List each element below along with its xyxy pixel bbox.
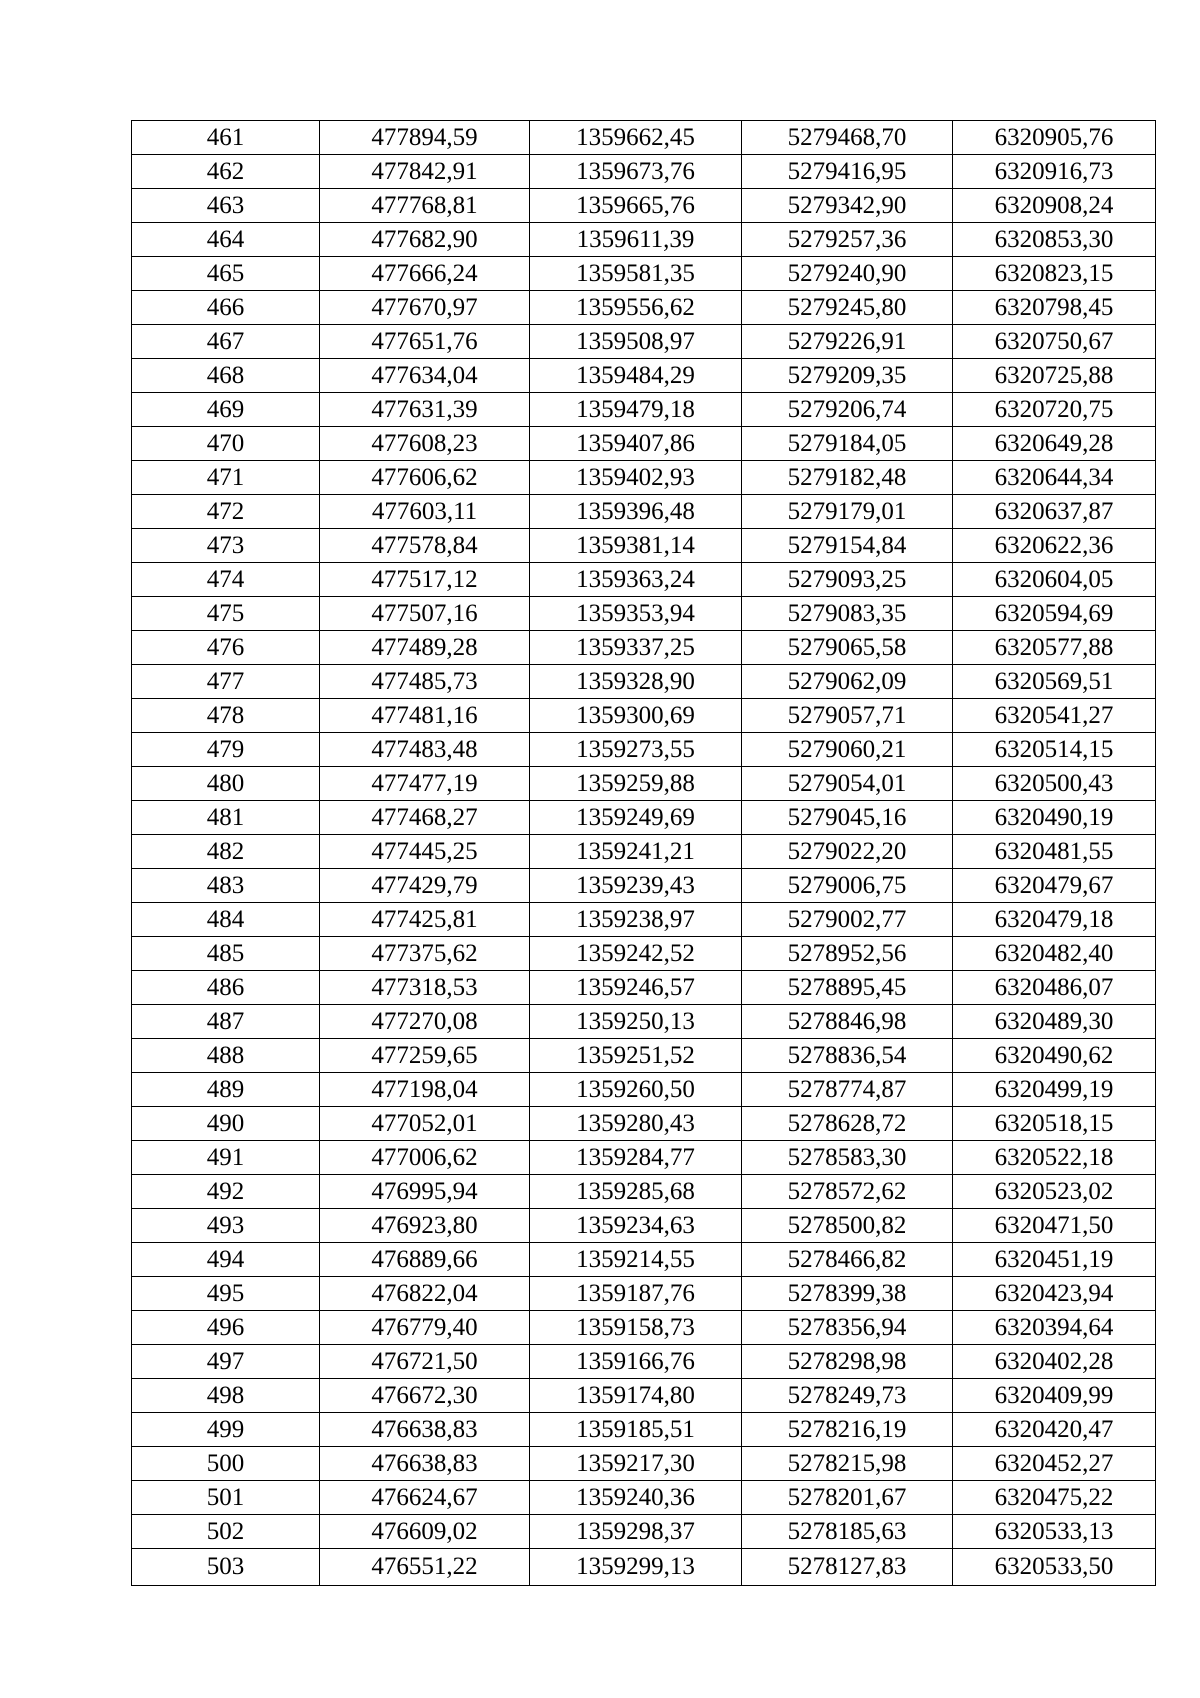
value-cell-3: 5279083,35: [742, 597, 953, 631]
value-cell-4: 6320853,30: [953, 223, 1156, 257]
value-cell-4: 6320451,19: [953, 1243, 1156, 1277]
value-cell-2: 1359166,76: [530, 1345, 742, 1379]
coordinates-table: [131, 120, 1156, 1586]
value-cell-1: 477578,84: [320, 529, 530, 563]
value-cell-2: 1359250,13: [530, 1005, 742, 1039]
table-row: [132, 903, 1156, 937]
value-cell-3: 5278399,38: [742, 1277, 953, 1311]
value-cell-3: 5279065,58: [742, 631, 953, 665]
value-cell-2: 1359240,36: [530, 1481, 742, 1515]
value-cell-2: 1359185,51: [530, 1413, 742, 1447]
value-cell-1: 476995,94: [320, 1175, 530, 1209]
table-row: [132, 529, 1156, 563]
value-cell-1: 476822,04: [320, 1277, 530, 1311]
point-number-cell: 466: [132, 291, 320, 325]
value-cell-2: 1359259,88: [530, 767, 742, 801]
value-cell-4: 6320533,50: [953, 1549, 1156, 1586]
table-row: [132, 1141, 1156, 1175]
table-row: [132, 1175, 1156, 1209]
value-cell-1: 477477,19: [320, 767, 530, 801]
value-cell-1: 476638,83: [320, 1447, 530, 1481]
value-cell-3: 5279206,74: [742, 393, 953, 427]
value-cell-3: 5279184,05: [742, 427, 953, 461]
value-cell-2: 1359673,76: [530, 155, 742, 189]
value-cell-3: 5279468,70: [742, 121, 953, 155]
value-cell-4: 6320475,22: [953, 1481, 1156, 1515]
value-cell-3: 5278836,54: [742, 1039, 953, 1073]
value-cell-3: 5279416,95: [742, 155, 953, 189]
value-cell-1: 477608,23: [320, 427, 530, 461]
table-row: [132, 631, 1156, 665]
value-cell-1: 477489,28: [320, 631, 530, 665]
value-cell-2: 1359260,50: [530, 1073, 742, 1107]
table-row: [132, 1243, 1156, 1277]
value-cell-2: 1359280,43: [530, 1107, 742, 1141]
table-row: [132, 495, 1156, 529]
value-cell-4: 6320409,99: [953, 1379, 1156, 1413]
value-cell-2: 1359217,30: [530, 1447, 742, 1481]
value-cell-2: 1359239,43: [530, 869, 742, 903]
value-cell-4: 6320479,67: [953, 869, 1156, 903]
point-number-cell: 471: [132, 461, 320, 495]
value-cell-2: 1359249,69: [530, 801, 742, 835]
value-cell-3: 5279182,48: [742, 461, 953, 495]
point-number-cell: 493: [132, 1209, 320, 1243]
table-row: [132, 767, 1156, 801]
value-cell-1: 476551,22: [320, 1549, 530, 1586]
value-cell-1: 476779,40: [320, 1311, 530, 1345]
value-cell-1: 476889,66: [320, 1243, 530, 1277]
value-cell-3: 5278952,56: [742, 937, 953, 971]
point-number-cell: 475: [132, 597, 320, 631]
table-row: [132, 733, 1156, 767]
value-cell-1: 477485,73: [320, 665, 530, 699]
value-cell-4: 6320637,87: [953, 495, 1156, 529]
value-cell-1: 477670,97: [320, 291, 530, 325]
value-cell-1: 477631,39: [320, 393, 530, 427]
point-number-cell: 485: [132, 937, 320, 971]
value-cell-1: 476609,02: [320, 1515, 530, 1549]
value-cell-3: 5278298,98: [742, 1345, 953, 1379]
value-cell-2: 1359665,76: [530, 189, 742, 223]
value-cell-3: 5278215,98: [742, 1447, 953, 1481]
value-cell-2: 1359174,80: [530, 1379, 742, 1413]
value-cell-4: 6320489,30: [953, 1005, 1156, 1039]
value-cell-2: 1359508,97: [530, 325, 742, 359]
point-number-cell: 468: [132, 359, 320, 393]
value-cell-4: 6320594,69: [953, 597, 1156, 631]
point-number-cell: 462: [132, 155, 320, 189]
point-number-cell: 476: [132, 631, 320, 665]
point-number-cell: 486: [132, 971, 320, 1005]
point-number-cell: 496: [132, 1311, 320, 1345]
value-cell-3: 5278356,94: [742, 1311, 953, 1345]
value-cell-4: 6320823,15: [953, 257, 1156, 291]
value-cell-1: 477425,81: [320, 903, 530, 937]
table-row: [132, 291, 1156, 325]
value-cell-2: 1359556,62: [530, 291, 742, 325]
value-cell-1: 477318,53: [320, 971, 530, 1005]
table-row: [132, 359, 1156, 393]
point-number-cell: 503: [132, 1549, 320, 1586]
value-cell-3: 5279257,36: [742, 223, 953, 257]
value-cell-4: 6320518,15: [953, 1107, 1156, 1141]
value-cell-2: 1359299,13: [530, 1549, 742, 1586]
value-cell-1: 477666,24: [320, 257, 530, 291]
value-cell-4: 6320750,67: [953, 325, 1156, 359]
value-cell-4: 6320500,43: [953, 767, 1156, 801]
value-cell-4: 6320798,45: [953, 291, 1156, 325]
value-cell-2: 1359284,77: [530, 1141, 742, 1175]
table-row: [132, 1379, 1156, 1413]
value-cell-3: 5278774,87: [742, 1073, 953, 1107]
value-cell-4: 6320533,13: [953, 1515, 1156, 1549]
value-cell-2: 1359300,69: [530, 699, 742, 733]
value-cell-1: 477634,04: [320, 359, 530, 393]
table-row: [132, 597, 1156, 631]
table-row: [132, 801, 1156, 835]
value-cell-4: 6320420,47: [953, 1413, 1156, 1447]
value-cell-4: 6320644,34: [953, 461, 1156, 495]
value-cell-2: 1359363,24: [530, 563, 742, 597]
table-row: [132, 1311, 1156, 1345]
value-cell-4: 6320541,27: [953, 699, 1156, 733]
table-row: [132, 427, 1156, 461]
value-cell-3: 5279062,09: [742, 665, 953, 699]
point-number-cell: 477: [132, 665, 320, 699]
value-cell-4: 6320569,51: [953, 665, 1156, 699]
value-cell-4: 6320479,18: [953, 903, 1156, 937]
point-number-cell: 497: [132, 1345, 320, 1379]
value-cell-4: 6320402,28: [953, 1345, 1156, 1379]
value-cell-3: 5279179,01: [742, 495, 953, 529]
value-cell-1: 477481,16: [320, 699, 530, 733]
table-row: [132, 1515, 1156, 1549]
table-row: [132, 937, 1156, 971]
value-cell-2: 1359328,90: [530, 665, 742, 699]
point-number-cell: 481: [132, 801, 320, 835]
value-cell-2: 1359187,76: [530, 1277, 742, 1311]
value-cell-4: 6320514,15: [953, 733, 1156, 767]
value-cell-4: 6320604,05: [953, 563, 1156, 597]
value-cell-3: 5279022,20: [742, 835, 953, 869]
table-row: [132, 1345, 1156, 1379]
value-cell-1: 476672,30: [320, 1379, 530, 1413]
value-cell-3: 5278216,19: [742, 1413, 953, 1447]
point-number-cell: 478: [132, 699, 320, 733]
table-row: [132, 1277, 1156, 1311]
value-cell-1: 477270,08: [320, 1005, 530, 1039]
value-cell-4: 6320452,27: [953, 1447, 1156, 1481]
table-row: [132, 971, 1156, 1005]
value-cell-1: 476923,80: [320, 1209, 530, 1243]
table-row: [132, 1005, 1156, 1039]
point-number-cell: 482: [132, 835, 320, 869]
value-cell-4: 6320394,64: [953, 1311, 1156, 1345]
point-number-cell: 490: [132, 1107, 320, 1141]
value-cell-2: 1359611,39: [530, 223, 742, 257]
value-cell-1: 477375,62: [320, 937, 530, 971]
point-number-cell: 498: [132, 1379, 320, 1413]
point-number-cell: 465: [132, 257, 320, 291]
value-cell-4: 6320649,28: [953, 427, 1156, 461]
table-row: [132, 155, 1156, 189]
table-row: [132, 1413, 1156, 1447]
value-cell-3: 5279045,16: [742, 801, 953, 835]
value-cell-1: 477006,62: [320, 1141, 530, 1175]
table-row: [132, 393, 1156, 427]
table-row: [132, 699, 1156, 733]
value-cell-2: 1359396,48: [530, 495, 742, 529]
value-cell-3: 5278185,63: [742, 1515, 953, 1549]
value-cell-3: 5278201,67: [742, 1481, 953, 1515]
value-cell-4: 6320490,19: [953, 801, 1156, 835]
point-number-cell: 483: [132, 869, 320, 903]
value-cell-4: 6320523,02: [953, 1175, 1156, 1209]
value-cell-2: 1359662,45: [530, 121, 742, 155]
table-row: [132, 1481, 1156, 1515]
value-cell-3: 5279093,25: [742, 563, 953, 597]
value-cell-1: 476638,83: [320, 1413, 530, 1447]
point-number-cell: 461: [132, 121, 320, 155]
value-cell-4: 6320482,40: [953, 937, 1156, 971]
value-cell-2: 1359298,37: [530, 1515, 742, 1549]
value-cell-3: 5278500,82: [742, 1209, 953, 1243]
value-cell-1: 477259,65: [320, 1039, 530, 1073]
value-cell-1: 477468,27: [320, 801, 530, 835]
value-cell-1: 477507,16: [320, 597, 530, 631]
point-number-cell: 489: [132, 1073, 320, 1107]
value-cell-3: 5279060,21: [742, 733, 953, 767]
value-cell-2: 1359238,97: [530, 903, 742, 937]
value-cell-3: 5279226,91: [742, 325, 953, 359]
value-cell-3: 5279342,90: [742, 189, 953, 223]
value-cell-2: 1359214,55: [530, 1243, 742, 1277]
value-cell-1: 477052,01: [320, 1107, 530, 1141]
point-number-cell: 467: [132, 325, 320, 359]
table-row: [132, 1549, 1156, 1586]
table-row: [132, 189, 1156, 223]
value-cell-2: 1359234,63: [530, 1209, 742, 1243]
value-cell-2: 1359242,52: [530, 937, 742, 971]
point-number-cell: 484: [132, 903, 320, 937]
table-row: [132, 121, 1156, 155]
value-cell-3: 5279154,84: [742, 529, 953, 563]
value-cell-3: 5279240,90: [742, 257, 953, 291]
value-cell-4: 6320499,19: [953, 1073, 1156, 1107]
value-cell-4: 6320481,55: [953, 835, 1156, 869]
coordinates-table-body: [132, 121, 1156, 1586]
value-cell-3: 5279006,75: [742, 869, 953, 903]
table-row: [132, 257, 1156, 291]
table-row: [132, 1073, 1156, 1107]
value-cell-4: 6320486,07: [953, 971, 1156, 1005]
point-number-cell: 463: [132, 189, 320, 223]
table-row: [132, 869, 1156, 903]
value-cell-1: 476721,50: [320, 1345, 530, 1379]
value-cell-1: 477603,11: [320, 495, 530, 529]
value-cell-1: 477894,59: [320, 121, 530, 155]
value-cell-4: 6320725,88: [953, 359, 1156, 393]
value-cell-4: 6320622,36: [953, 529, 1156, 563]
point-number-cell: 501: [132, 1481, 320, 1515]
table-row: [132, 223, 1156, 257]
point-number-cell: 492: [132, 1175, 320, 1209]
point-number-cell: 499: [132, 1413, 320, 1447]
value-cell-3: 5279054,01: [742, 767, 953, 801]
point-number-cell: 473: [132, 529, 320, 563]
value-cell-1: 477445,25: [320, 835, 530, 869]
value-cell-4: 6320490,62: [953, 1039, 1156, 1073]
point-number-cell: 491: [132, 1141, 320, 1175]
value-cell-3: 5278583,30: [742, 1141, 953, 1175]
value-cell-3: 5279002,77: [742, 903, 953, 937]
table-row: [132, 325, 1156, 359]
value-cell-3: 5278895,45: [742, 971, 953, 1005]
value-cell-1: 476624,67: [320, 1481, 530, 1515]
point-number-cell: 472: [132, 495, 320, 529]
value-cell-2: 1359158,73: [530, 1311, 742, 1345]
value-cell-1: 477768,81: [320, 189, 530, 223]
value-cell-1: 477606,62: [320, 461, 530, 495]
value-cell-4: 6320423,94: [953, 1277, 1156, 1311]
table-row: [132, 1039, 1156, 1073]
value-cell-2: 1359381,14: [530, 529, 742, 563]
value-cell-2: 1359581,35: [530, 257, 742, 291]
value-cell-1: 477842,91: [320, 155, 530, 189]
table-row: [132, 1209, 1156, 1243]
value-cell-2: 1359402,93: [530, 461, 742, 495]
point-number-cell: 469: [132, 393, 320, 427]
value-cell-2: 1359241,21: [530, 835, 742, 869]
point-number-cell: 488: [132, 1039, 320, 1073]
point-number-cell: 495: [132, 1277, 320, 1311]
value-cell-3: 5278846,98: [742, 1005, 953, 1039]
value-cell-3: 5279057,71: [742, 699, 953, 733]
point-number-cell: 480: [132, 767, 320, 801]
value-cell-2: 1359484,29: [530, 359, 742, 393]
value-cell-2: 1359353,94: [530, 597, 742, 631]
table-row: [132, 1107, 1156, 1141]
value-cell-3: 5278249,73: [742, 1379, 953, 1413]
value-cell-4: 6320916,73: [953, 155, 1156, 189]
value-cell-3: 5279209,35: [742, 359, 953, 393]
value-cell-2: 1359285,68: [530, 1175, 742, 1209]
value-cell-2: 1359407,86: [530, 427, 742, 461]
value-cell-1: 477483,48: [320, 733, 530, 767]
value-cell-4: 6320908,24: [953, 189, 1156, 223]
value-cell-2: 1359251,52: [530, 1039, 742, 1073]
value-cell-1: 477429,79: [320, 869, 530, 903]
value-cell-3: 5278466,82: [742, 1243, 953, 1277]
value-cell-3: 5279245,80: [742, 291, 953, 325]
point-number-cell: 494: [132, 1243, 320, 1277]
point-number-cell: 479: [132, 733, 320, 767]
value-cell-2: 1359479,18: [530, 393, 742, 427]
table-row: [132, 563, 1156, 597]
value-cell-1: 477651,76: [320, 325, 530, 359]
table-row: [132, 461, 1156, 495]
value-cell-2: 1359337,25: [530, 631, 742, 665]
point-number-cell: 470: [132, 427, 320, 461]
point-number-cell: 502: [132, 1515, 320, 1549]
table-row: [132, 1447, 1156, 1481]
value-cell-4: 6320720,75: [953, 393, 1156, 427]
table-row: [132, 665, 1156, 699]
value-cell-4: 6320471,50: [953, 1209, 1156, 1243]
point-number-cell: 487: [132, 1005, 320, 1039]
value-cell-2: 1359246,57: [530, 971, 742, 1005]
point-number-cell: 464: [132, 223, 320, 257]
value-cell-4: 6320905,76: [953, 121, 1156, 155]
value-cell-4: 6320577,88: [953, 631, 1156, 665]
value-cell-3: 5278127,83: [742, 1549, 953, 1586]
value-cell-4: 6320522,18: [953, 1141, 1156, 1175]
value-cell-1: 477682,90: [320, 223, 530, 257]
value-cell-1: 477517,12: [320, 563, 530, 597]
value-cell-3: 5278628,72: [742, 1107, 953, 1141]
point-number-cell: 500: [132, 1447, 320, 1481]
value-cell-3: 5278572,62: [742, 1175, 953, 1209]
value-cell-1: 477198,04: [320, 1073, 530, 1107]
point-number-cell: 474: [132, 563, 320, 597]
value-cell-2: 1359273,55: [530, 733, 742, 767]
table-row: [132, 835, 1156, 869]
